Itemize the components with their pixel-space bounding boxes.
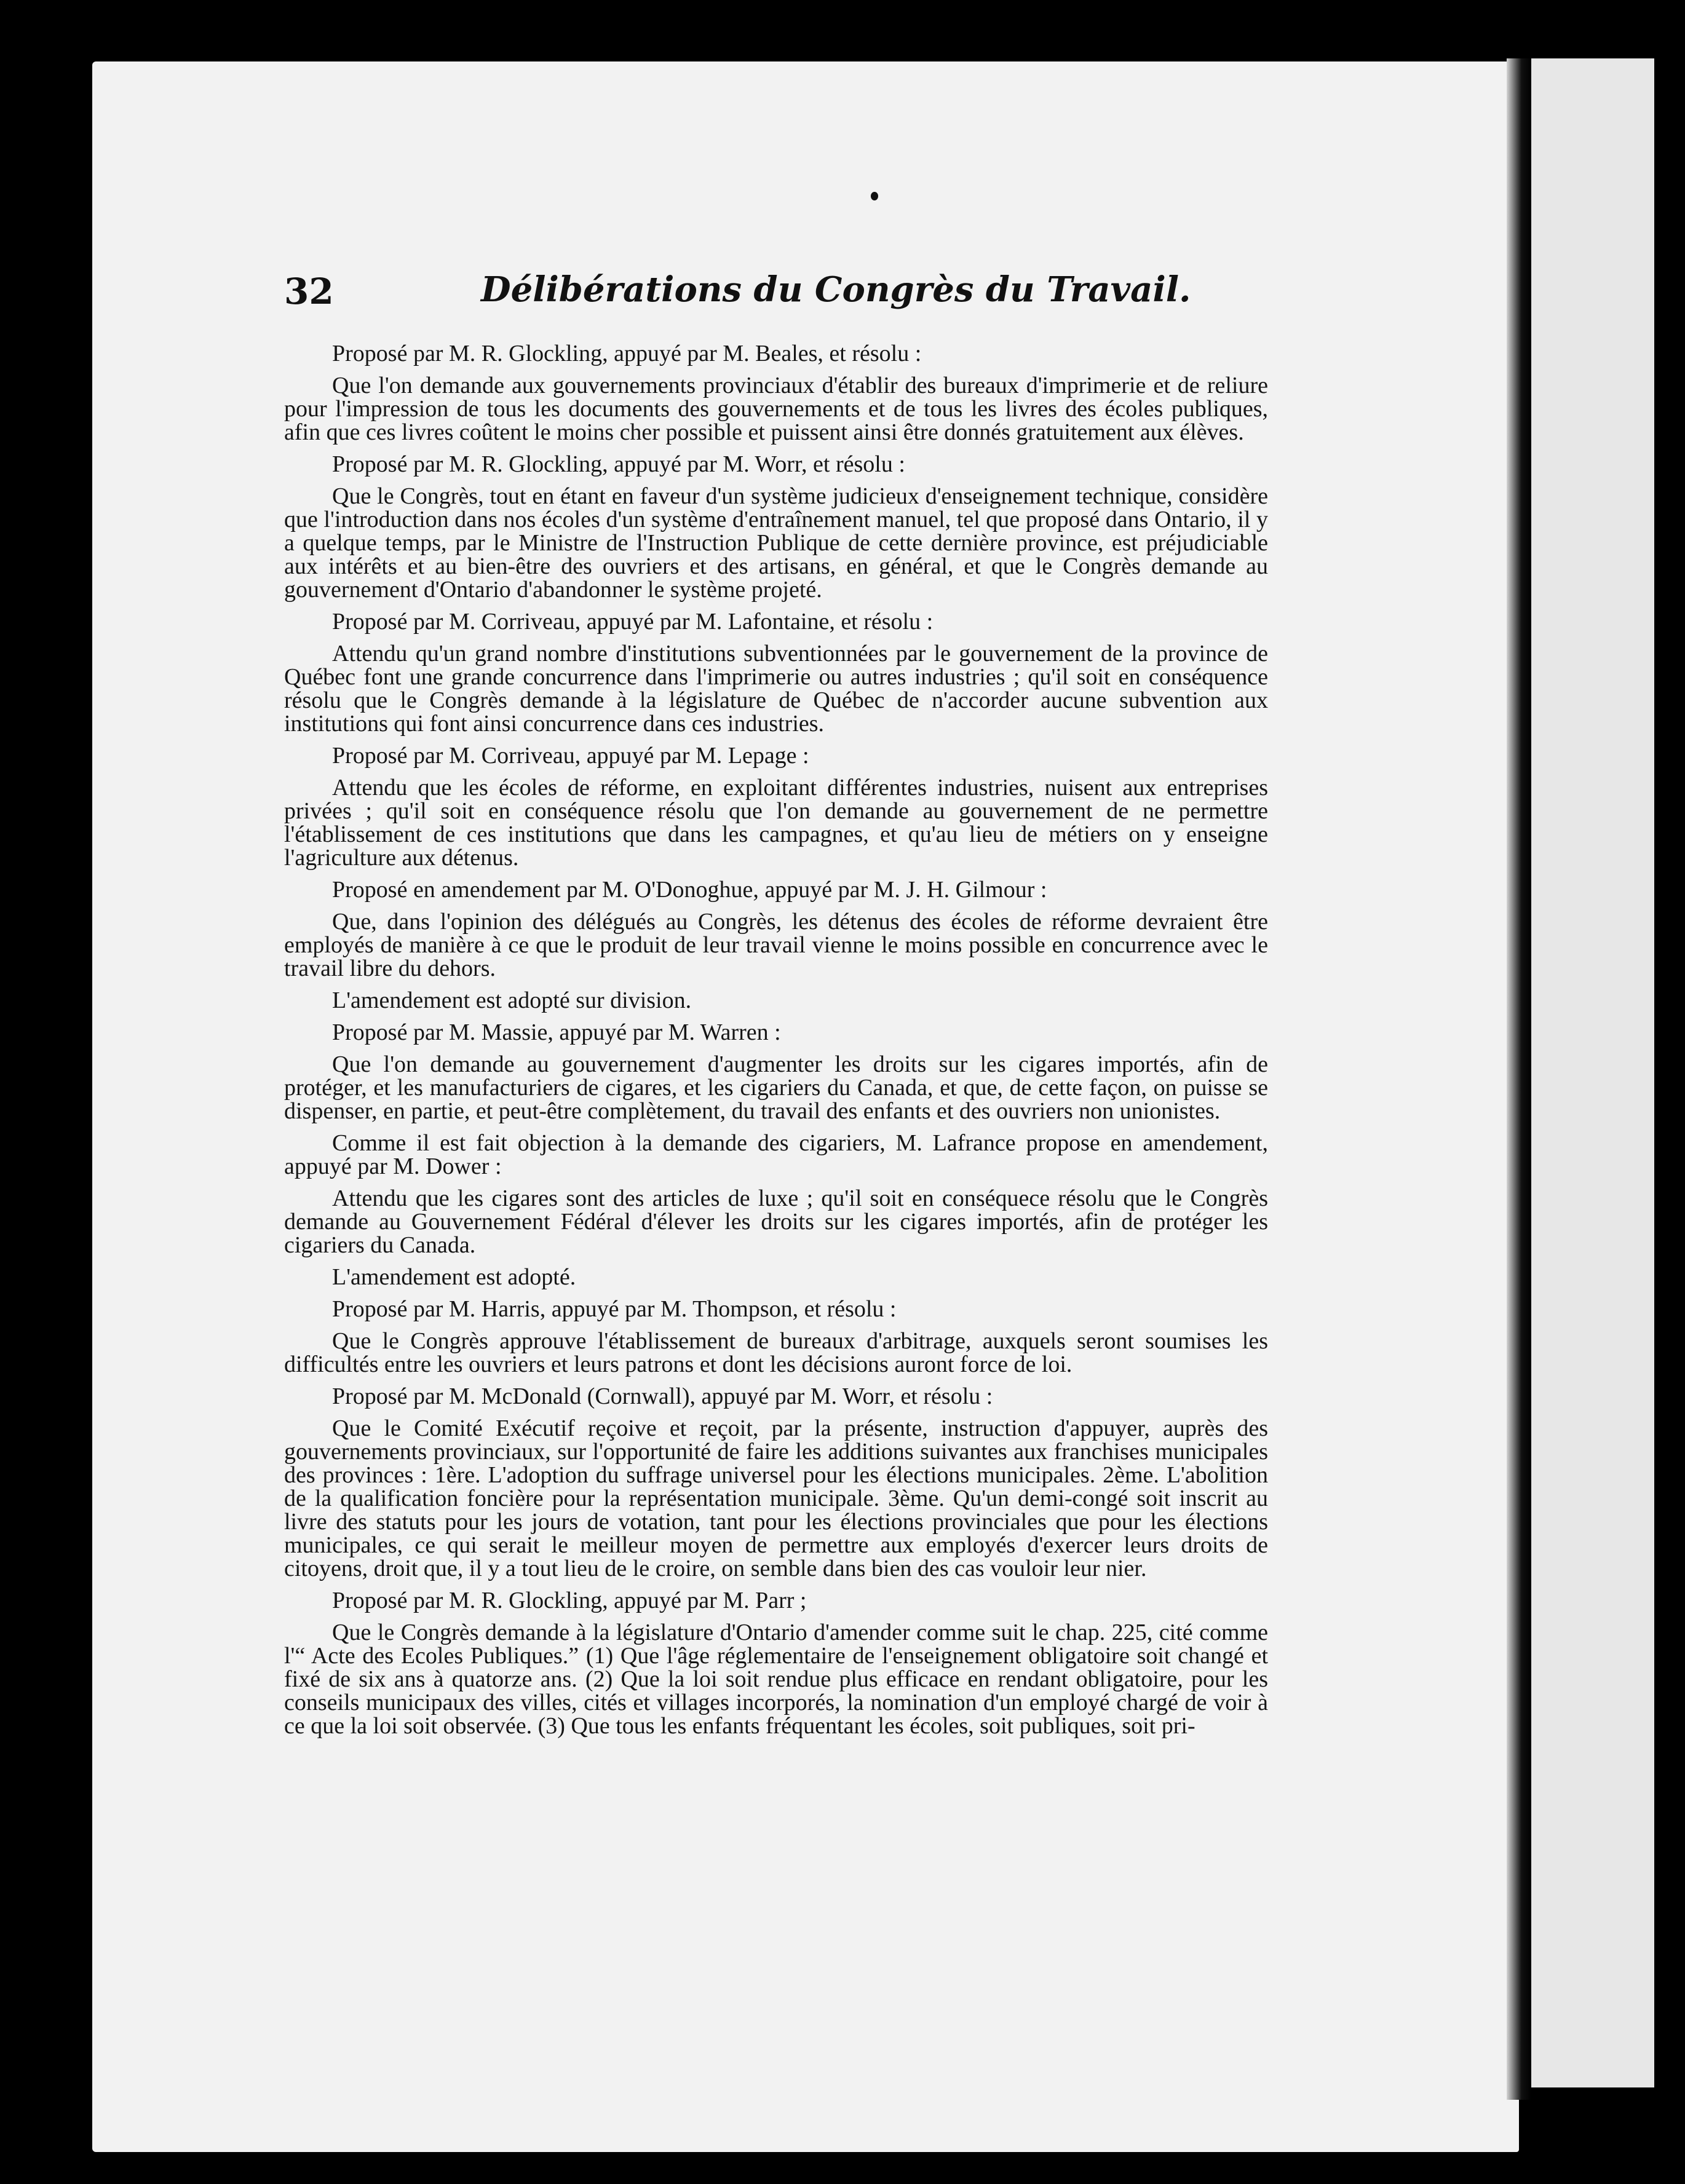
page-gutter bbox=[1507, 58, 1531, 2100]
resolution-text: Que l'on demande aux gouvernements provinciaux d'établir des bureaux d'imprimerie et de reliure pour l'impression de tous les documents des gouvernements et de tous les livres des écoles publiques, afin que ces livres coûtent le moins cher possible et puissent ainsi être donnés gratuitement aux élèves. bbox=[284, 373, 1268, 445]
amendment-heading: Comme il est fait objection à la demande des cigariers, M. Lafrance propose en amendement, appuyé par M. Dower : bbox=[284, 1130, 1268, 1179]
resolution-text: Que le Congrès, tout en étant en faveur d'un système judicieux d'enseignement technique, considère que l'introduction dans nos écoles d'un système d'entraînement manuel, tel que proposé dans Ontario, il y a quelque temps, par le Ministre de l'Instruction Publique de cette dernière province, est préjudiciable aux intérêts et au bien-être des ouvriers et des artisans, en général, et que le Congrès demande au gouvernement d'Ontario d'abandonner le système projeté. bbox=[284, 483, 1268, 603]
page-body bbox=[284, 342, 1268, 1746]
resolution-text: Que le Comité Exécutif reçoive et reçoit, par la présente, instruction d'appuyer, auprès des gouvernements provinciaux, sur l'opportunité de faire les additions suivantes aux franchises municipales des provinces : 1ère. L'adoption du suffrage universel pour les élections municipales. 2ème. L'abolition de la qualification foncière pour la représentation municipale. 3ème. Qu'un demi-congé soit inscrit au livre des statuts pour les jours de votation, tant pour les élections provinciales que pour les élections municipales, ce qui serait le meilleur moyen de permettre aux employés d'exercer leurs droits de citoyens, droit que, il y a tout lieu de le croire, on semble dans bien des cas vouloir leur nier. bbox=[284, 1415, 1268, 1581]
facing-page-edge bbox=[1531, 58, 1654, 2087]
running-title: Délibérations du Congrès du Travail. bbox=[481, 269, 1191, 310]
motion-heading: Proposé par M. Massie, appuyé par M. Warren : bbox=[332, 1019, 781, 1045]
ink-dot bbox=[871, 192, 878, 200]
amendment-result: L'amendement est adopté. bbox=[332, 1264, 576, 1290]
resolution-text: Attendu qu'un grand nombre d'institutions subventionnées par le gouvernement de la province de Québec font une grande concurrence dans l'imprimerie ou autres industries ; qu'il soit en conséquence résolu que le Congrès demande à la législature de Québec de n'accorder aucune subvention aux institutions qui font ainsi concurrence dans ces industries. bbox=[284, 641, 1268, 737]
page-number: 32 bbox=[284, 271, 334, 312]
amendment-result: L'amendement est adopté sur division. bbox=[332, 987, 692, 1013]
page-header bbox=[284, 269, 1191, 326]
motion-heading: Proposé par M. Corriveau, appuyé par M. Lepage : bbox=[332, 743, 809, 769]
amendment-heading: Proposé en amendement par M. O'Donoghue, appuyé par M. J. H. Gilmour : bbox=[332, 877, 1047, 903]
motion-heading: Proposé par M. R. Glockling, appuyé par M. Beales, et résolu : bbox=[332, 341, 922, 366]
motion-heading: Proposé par M. Corriveau, appuyé par M. Lafontaine, et résolu : bbox=[332, 609, 934, 635]
resolution-text: Que, dans l'opinion des délégués au Congrès, les détenus des écoles de réforme devraient être employés de manière à ce que le produit de leur travail vienne le moins possible en concurrence avec le travail libre du dehors. bbox=[284, 909, 1268, 981]
resolution-text: Attendu que les cigares sont des articles de luxe ; qu'il soit en conséquece résolu que le Congrès demande au Gouvernement Fédéral d'élever les droits sur les cigares importés, afin de protéger les cigariers du Canada. bbox=[284, 1185, 1268, 1258]
resolution-text: Attendu que les écoles de réforme, en exploitant différentes industries, nuisent aux entreprises privées ; qu'il soit en conséquence résolu que l'on demande au gouvernement de ne permettre l'établissement de ces institutions que dans les campagnes, et qu'au lieu de métiers on y enseigne l'agriculture aux détenus. bbox=[284, 775, 1268, 871]
motion-heading: Proposé par M. Harris, appuyé par M. Thompson, et résolu : bbox=[332, 1296, 897, 1322]
motion-heading: Proposé par M. R. Glockling, appuyé par M. Worr, et résolu : bbox=[332, 451, 905, 477]
resolution-text: Que l'on demande au gouvernement d'augmenter les droits sur les cigares importés, afin de protéger, et les manufacturiers de cigares, et les cigariers du Canada, et que, de cette façon, on puisse se dispenser, en partie, et peut-être complètement, du travail des enfants et des ouvriers non unionistes. bbox=[284, 1051, 1268, 1124]
resolution-text: Que le Congrès approuve l'établissement de bureaux d'arbitrage, auxquels seront soumises les difficultés entre les ouvriers et leurs patrons et dont les décisions auront force de loi. bbox=[284, 1328, 1268, 1377]
motion-heading: Proposé par M. McDonald (Cornwall), appuyé par M. Worr, et résolu : bbox=[332, 1383, 993, 1409]
motion-heading: Proposé par M. R. Glockling, appuyé par M. Parr ; bbox=[332, 1588, 807, 1613]
resolution-text: Que le Congrès demande à la législature d'Ontario d'amender comme suit le chap. 225, cité comme l'“ Acte des Ecoles Publiques.” (1) Que l'âge réglementaire de l'enseignement obligatoire soit changé et fixé de six ans à quatorze ans. (2) Que la loi soit rendue plus efficace en rendant obligatoire, pour les conseils municipaux des villes, cités et villages incorporés, la nomination d'un employé chargé de voir à ce que la loi soit observée. (3) Que tous les enfants fréquentant les écoles, soit publiques, soit pri- bbox=[284, 1620, 1268, 1739]
